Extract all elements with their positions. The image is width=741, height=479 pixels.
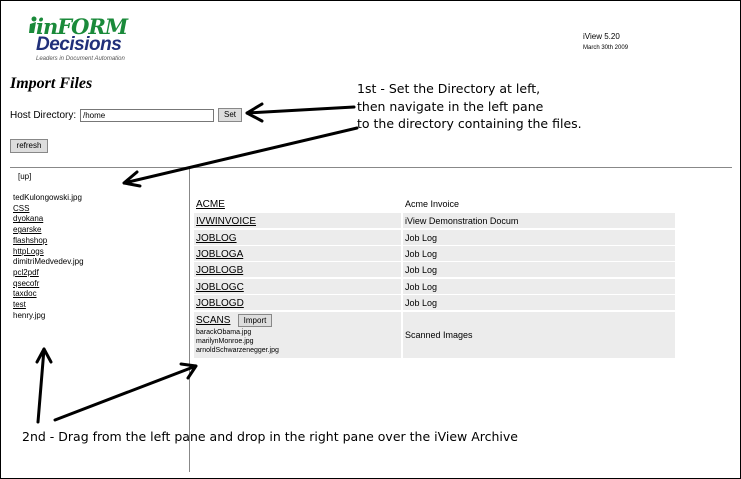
archive-name-link[interactable]: JOBLOGC	[194, 279, 401, 294]
logo-top-text: inFORM	[36, 14, 128, 39]
step1-line: 1st - Set the Directory at left,	[357, 81, 541, 96]
pending-file: arnoldSchwarzenegger.jpg	[196, 347, 279, 354]
archive-name-link[interactable]: JOBLOGB	[194, 262, 401, 277]
archive-name-link[interactable]: JOBLOGD	[194, 295, 401, 310]
arrow-to-left-pane-icon	[124, 128, 357, 186]
host-directory-input[interactable]: /home	[80, 109, 214, 122]
import-button[interactable]: Import	[238, 314, 272, 327]
up-directory-link[interactable]: [up]	[18, 172, 32, 181]
pending-file: marilynMonroe.jpg	[196, 338, 254, 345]
archive-name-link[interactable]: SCANS	[196, 315, 231, 326]
directory-item[interactable]: test	[13, 300, 26, 310]
arrow-to-set-icon	[247, 104, 354, 121]
logo-bottom-text: Decisions	[36, 34, 122, 55]
archive-description: iView Demonstration Docum	[403, 213, 675, 228]
set-button[interactable]: Set	[218, 108, 242, 122]
logo-tagline: Leaders in Document Automation	[36, 56, 125, 62]
archive-name-link[interactable]: ACME	[194, 196, 401, 211]
archive-description: Acme Invoice	[403, 196, 675, 211]
archive-description: Job Log	[403, 230, 675, 245]
directory-item[interactable]: pcl2pdf	[13, 267, 39, 277]
host-directory-label: Host Directory:	[10, 110, 77, 121]
directory-item[interactable]: CSS	[13, 203, 30, 213]
directory-item[interactable]: egarske	[13, 225, 42, 235]
refresh-button[interactable]: refresh	[10, 139, 48, 153]
archive-description: Job Log	[403, 295, 675, 310]
file-item[interactable]: dimitriMedvedev.jpg	[13, 257, 84, 267]
directory-item[interactable]: taxdoc	[13, 289, 37, 299]
archive-name-link[interactable]: JOBLOGA	[194, 246, 401, 261]
archive-name-link[interactable]: IVWINVOICE	[194, 213, 401, 228]
archive-name-link[interactable]: JOBLOG	[194, 230, 401, 245]
step1-line: then navigate in the left pane	[357, 98, 544, 114]
file-item[interactable]: tedKulongowski.jpg	[13, 193, 82, 202]
directory-item[interactable]: qsecofr	[13, 278, 40, 288]
arrow-to-drop-zone-icon	[55, 364, 196, 420]
directory-item[interactable]: flashshop	[13, 235, 48, 245]
archive-description: Job Log	[403, 262, 675, 277]
directory-item[interactable]: dyokana	[13, 214, 44, 224]
file-item[interactable]: henry.jpg	[13, 310, 46, 320]
version-label: iView 5.20	[583, 32, 620, 41]
step1-line: to the directory containing the files.	[357, 116, 582, 131]
version-date: March 30th 2009	[583, 45, 629, 51]
pending-file: barackObama.jpg	[196, 329, 252, 336]
arrow-up-left-pane-icon	[37, 349, 51, 422]
page-title: Import Files	[10, 75, 93, 92]
directory-item[interactable]: httpLogs	[13, 246, 44, 256]
step2-annotation: 2nd - Drag from the left pane and drop in the right pane over the iView Archive	[22, 429, 518, 444]
archive-description: Job Log	[403, 246, 675, 261]
archive-description: Job Log	[403, 279, 675, 294]
archive-description: Scanned Images	[403, 312, 675, 358]
